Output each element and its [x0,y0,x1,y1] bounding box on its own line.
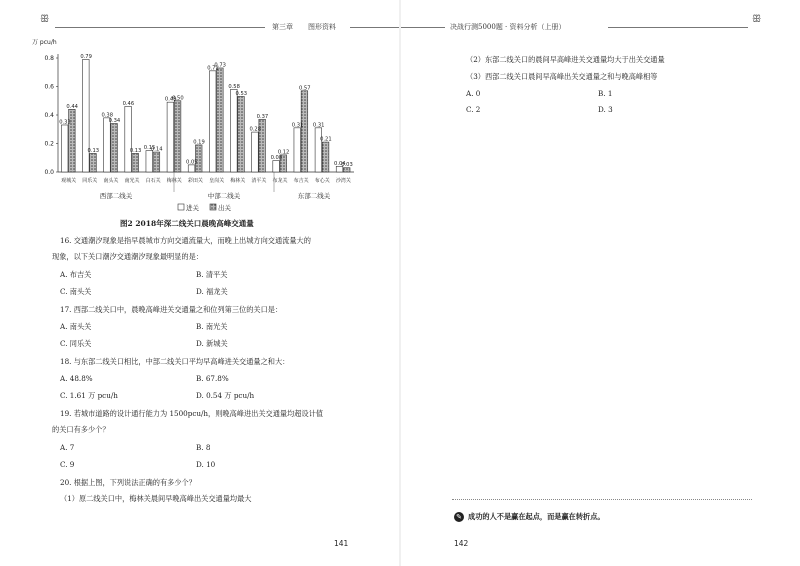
bar-value-label: 0.50 [172,95,184,102]
x-tick-label: 布龙关 [272,178,288,184]
q16-option-b[interactable]: B. 清平关 [196,270,228,279]
bar-out-2 [111,124,118,172]
bar-value-label: 0.38 [101,112,114,119]
bar-value-label: 0.13 [87,147,100,154]
bar-value-label: 0.28 [249,126,262,133]
legend-label-in: 进关 [186,204,199,212]
header-rule-middle [350,27,445,28]
corner-ornament-right: ꕥ [752,14,762,25]
motto-text: 成功的人不是赢在起点，而是赢在转折点。 [468,512,605,521]
q16-stem-line1: 16. 交通潮汐现象是指早晨城市方向交通流量大，而晚上出城方向交通流量大的 [60,236,311,245]
legend-label-out: 出关 [218,204,231,212]
bar-out-7 [217,68,224,172]
bar-chart [28,36,358,221]
group-label-west: 西部二线关 [99,192,133,200]
q18-option-b[interactable]: B. 67.8% [196,374,229,383]
bar-in-12 [315,128,322,172]
bar-value-label: 0.34 [108,118,121,125]
bar-in-2 [104,118,111,172]
bar-value-label: 0.53 [235,90,248,97]
bar-out-11 [301,91,308,172]
x-tick-label: 清平关 [251,178,267,184]
figure-caption: 图2 2018年深二线关口晨晚高峰交通量 [120,219,254,228]
bar-value-label: 0.05 [186,159,198,166]
bar-value-label: 0.31 [291,122,304,129]
x-tick-label: 布心关 [314,178,330,184]
bar-value-label: 0.79 [80,53,92,60]
x-tick-label: 梅林关 [230,178,246,184]
q17-option-c[interactable]: C. 同乐关 [60,339,92,348]
x-tick-label: 梅林关 [166,178,182,184]
header-chapter: 第三章 [272,23,293,31]
group-label-east: 东部二线关 [297,192,331,200]
q17-option-d[interactable]: D. 新城关 [196,339,228,348]
q19-stem-line1: 19. 若城市道路的设计通行能力为 1500pcu/h，则晚高峰进出关交通量均超设计值 [60,409,324,418]
q19-option-d[interactable]: D. 10 [196,460,216,469]
bar-out-8 [238,96,245,172]
bar-in-10 [273,161,280,172]
x-tick-label: 同乐关 [82,178,98,184]
header-book-title: 决战行测5000题 · 资料分析（上册） [450,23,566,31]
bar-value-label: 0.13 [129,147,142,154]
bar-value-label: 0.21 [320,136,332,143]
bar-value-label: 0.14 [150,146,163,153]
group-label-central: 中部二线关 [207,192,241,200]
bar-value-label: 0.46 [122,100,135,107]
q19-option-c[interactable]: C. 9 [60,460,75,469]
q16-option-a[interactable]: A. 布吉关 [60,270,92,279]
bar-value-label: 0.04 [334,160,346,167]
q18-stem: 18. 与东部二线关口相比，中部二线关口平均早高峰进关交通量之和大： [60,357,290,366]
motto-divider [452,499,752,500]
bar-value-label: 0.12 [277,149,290,156]
q17-option-b[interactable]: B. 南光关 [196,322,228,331]
bar-value-label: 0.44 [66,103,78,110]
bar-value-label: 0.71 [207,65,219,72]
q20-stem: 20. 根据上图，下列说法正确的有多少个？ [60,478,196,487]
y-tick-label: 0.4 [44,112,54,119]
bar-in-1 [83,59,90,172]
x-tick-label: 观城关 [61,178,77,184]
corner-ornament-left: ꕥ [40,14,50,25]
bar-in-5 [167,102,174,172]
q20-option-c[interactable]: C. 2 [466,105,481,114]
bar-in-3 [125,106,132,172]
q16-option-d[interactable]: D. 福龙关 [196,287,228,296]
q19-stem-line2: 的关口有多少个？ [52,425,110,434]
x-tick-label: 彩田关 [187,178,203,184]
legend-swatch-out [210,204,216,210]
q18-option-c[interactable]: C. 1.61 万 pcu/h [60,391,118,400]
bar-in-8 [231,89,238,172]
bar-out-1 [90,153,97,172]
q16-stem-line2: 现象，以下关口潮汐交通潮汐现象最明显的是： [52,252,203,261]
x-tick-label: 白石关 [145,178,161,184]
bar-value-label: 0.37 [256,113,269,120]
page-number-left: 141 [334,539,349,548]
q17-stem: 17. 西部二线关口中，晨晚高峰进关交通量之和位列第三位的关口是： [60,305,283,314]
q20-option-a[interactable]: A. 0 [466,89,481,98]
x-tick-label: 布吉关 [293,178,309,184]
x-tick-label: 沙湾关 [335,178,351,184]
bar-value-label: 0.49 [164,96,177,103]
x-tick-label: 南头关 [103,178,119,184]
bar-in-0 [61,125,68,172]
bar-in-6 [188,165,195,172]
q20-option-b[interactable]: B. 1 [598,89,613,98]
q18-option-d[interactable]: D. 0.54 万 pcu/h [196,391,255,400]
q20-statement-3: （3）西部二线关口晨间早高峰出关交通量之和与晚高峰相等 [466,72,658,81]
bar-in-9 [252,132,259,172]
bar-value-label: 0.31 [312,122,325,129]
bar-value-label: 0.03 [341,162,353,169]
bar-in-7 [209,71,216,172]
bar-in-11 [294,128,301,172]
q19-option-b[interactable]: B. 8 [196,443,211,452]
y-axis-label: 万 pcu/h [32,39,57,46]
bar-out-12 [322,142,329,172]
q18-option-a[interactable]: A. 48.8% [60,374,93,383]
q20-statement-2: （2）东部二线关口的晨间早高峰进关交通量均大于出关交通量 [466,55,665,64]
page-gutter [399,0,401,566]
q20-statement-1: （1）原二线关口中，梅林关晨间早晚高峰出关交通量均最大 [60,494,252,503]
q17-option-a[interactable]: A. 南头关 [60,322,92,331]
bar-out-13 [343,168,350,172]
x-tick-label: 皇岗关 [209,178,225,184]
y-tick-label: 0.0 [44,169,54,176]
y-tick-label: 0.8 [44,55,54,62]
bar-value-label: 0.57 [298,85,311,92]
bar-out-3 [132,153,139,172]
motto-bullet-icon: ✎ [454,512,464,522]
header-section: 图形资料 [308,23,336,31]
x-tick-label: 南光关 [124,178,140,184]
y-tick-label: 0.6 [44,83,54,91]
bar-out-4 [153,152,160,172]
q20-option-d[interactable]: D. 3 [598,105,613,114]
page-number-right: 142 [454,539,469,548]
bar-out-5 [174,101,181,172]
bar-value-label: 0.19 [193,139,205,146]
header-rule-left [55,27,265,28]
y-tick-label: 0.2 [44,140,54,148]
bar-value-label: 0.33 [59,119,71,126]
bar-value-label: 0.58 [228,83,240,90]
bar-value-label: 0.73 [214,62,226,69]
bar-value-label: 0.08 [270,155,283,162]
q19-option-a[interactable]: A. 7 [60,443,75,452]
header-rule-right [608,27,748,28]
bar-value-label: 0.15 [143,145,156,152]
bar-in-4 [146,151,153,172]
q16-option-c[interactable]: C. 南头关 [60,287,92,296]
legend-swatch-in [178,204,184,210]
